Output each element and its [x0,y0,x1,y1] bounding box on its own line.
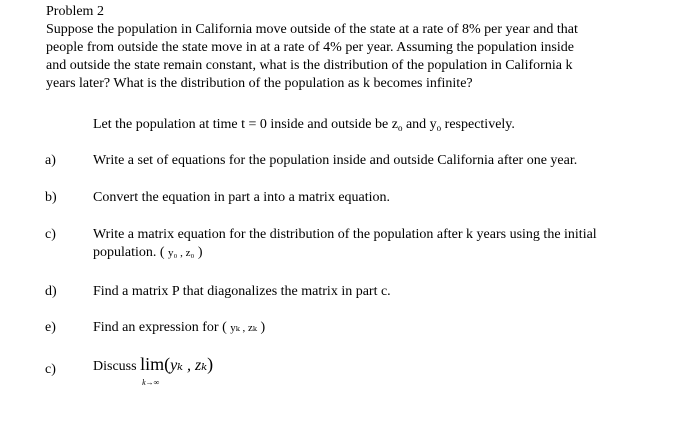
part-c-line2 [93,244,203,262]
part-f-text [93,354,214,387]
setup-sub-z: o [397,123,403,133]
setup-text-after: respectively. [441,117,515,132]
open-paren: ( [164,354,171,374]
limit-word: lim [140,354,165,374]
part-marker-a: a) [45,153,56,168]
part-c-line1: Write a matrix equation for the distribution of the population after k years using the initial [93,227,597,242]
problem-title: Problem 2 [46,4,104,19]
part-marker-c: c) [45,227,56,242]
part-a-text: Write a set of equations for the population inside and outside California after one year. [93,153,578,168]
statement-line: and outside the state remain constant, what is the distribution of the population in California k [46,58,573,73]
problem-statement [46,21,656,93]
part-marker-b: b) [45,190,57,205]
part-marker-e: e) [45,320,56,335]
limit-argument: yₖ , zₖ [170,357,208,374]
close-paren: ) [207,354,214,374]
part-c-suffix: ) [194,245,203,260]
part-marker-f: c) [45,362,56,377]
setup-text-mid: and y [402,117,437,132]
part-d-text: Find a matrix P that diagonalizes the matrix in part c. [93,284,391,299]
part-e-text [93,319,265,337]
setup-sub-y: o [436,123,442,133]
statement-line: years later? What is the distribution of the population as k becomes infinite? [46,76,473,91]
part-f-prefix: Discuss [93,359,141,374]
initial-pair: y₀ , z₀ [168,247,195,259]
part-e-prefix: Find an expression for ( [93,320,231,335]
statement-line: Suppose the population in California move outside of the state at a rate of 8% per year and that [46,22,578,37]
setup-text-before: Let the population at time t = 0 inside and outside be z [93,117,398,132]
statement-line: people from outside the state move in at a rate of 4% per year. Assuming the population inside [46,40,574,55]
part-b-text: Convert the equation in part a into a matrix equation. [93,190,391,205]
k-pair: yₖ , zₖ [230,322,257,334]
limit-subscript: k→∞ [142,378,160,387]
setup-line [93,116,515,134]
part-marker-d: d) [45,284,57,299]
part-c-prefix: population. ( [93,245,169,260]
limit-expression [140,354,165,387]
part-e-suffix: ) [256,320,266,335]
